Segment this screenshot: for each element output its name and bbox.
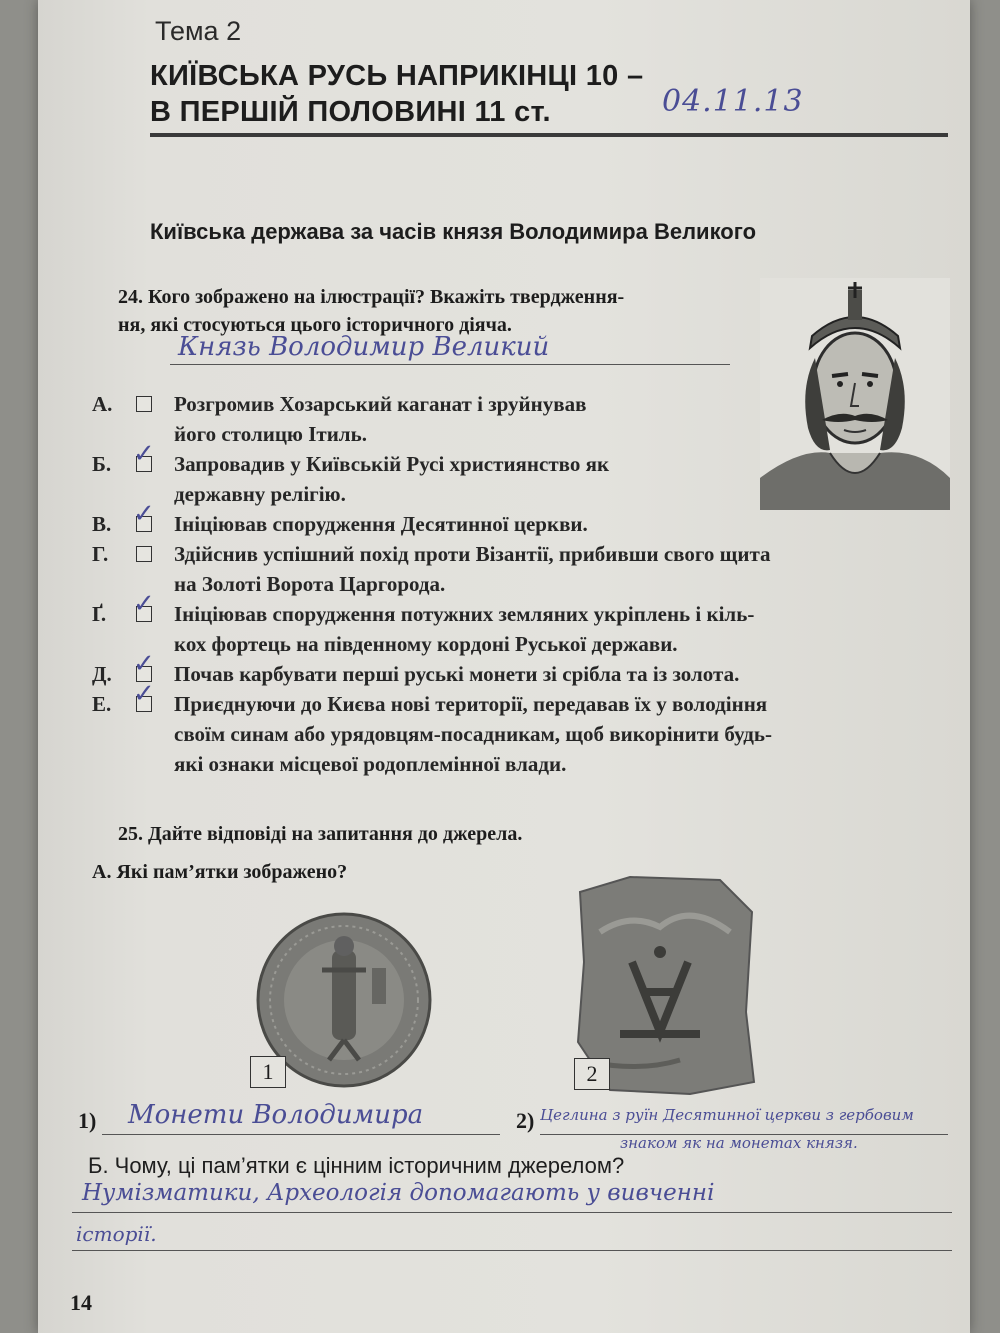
option-letter: Г.: [92, 542, 109, 566]
handwritten-date: 04.11.13: [662, 84, 804, 119]
option-letter: Ґ.: [92, 602, 107, 626]
chapter-title-line2: В ПЕРШІЙ ПОЛОВИНІ 11 ст.: [150, 96, 551, 128]
question-24-prompt: [118, 283, 758, 339]
section-title: Київська держава за часів князя Володимира Великого: [150, 219, 757, 244]
answer-b-line2: [72, 1250, 952, 1251]
check-mark-icon: ✓: [133, 439, 155, 469]
answer-1-number: 1): [78, 1108, 97, 1133]
answer-b-handwritten-line1: Нумізматики, Археологія допомагають у вивченні: [82, 1180, 715, 1206]
q25-part-a: А. Які пам’ятки зображено?: [92, 861, 348, 883]
chapter-title-line1: КИЇВСЬКА РУСЬ НАПРИКІНЦІ 10 –: [150, 60, 644, 92]
option-text-line2: державну релігію.: [174, 482, 346, 506]
title-rule: [150, 133, 948, 137]
q25-part-b: Б. Чому, ці пам’ятки є цінним історичним джерелом?: [88, 1153, 625, 1178]
answer-1-handwritten: Монети Володимира: [128, 1100, 424, 1130]
option-checkbox[interactable]: [136, 546, 152, 562]
topic-label: Тема 2: [155, 16, 242, 46]
option-text-line1: Ініціював спорудження Десятинної церкви.: [174, 512, 588, 536]
answer-2-handwritten-line2: знаком як на монетах князя.: [620, 1134, 858, 1152]
figure-1-label: 1: [250, 1056, 286, 1088]
option-text: [174, 539, 974, 599]
option-text-line1: Ініціював спорудження потужних земляних укріплень і кіль-: [174, 602, 755, 626]
chapter-title: [150, 58, 643, 130]
option-text: [174, 449, 974, 509]
option-text-line1: Приєднуючи до Києва нові території, передавав їх у володіння: [174, 692, 768, 716]
figure-2-label: 2: [574, 1058, 610, 1090]
option-text-line1: Здійснив успішний похід проти Візантії, прибивши свого щита: [174, 542, 771, 566]
option-letter: Д.: [92, 662, 112, 686]
check-mark-icon: ✓: [133, 649, 155, 679]
option-text-line3: які ознаки місцевої родоплемінної влади.: [174, 752, 567, 776]
check-mark-icon: ✓: [133, 499, 155, 529]
q24-handwritten-answer: Князь Володимир Великий: [178, 332, 550, 362]
q24-prompt-line1: 24. Кого зображено на ілюстрації? Вкажіть твердження-: [118, 286, 625, 308]
option-text: [174, 509, 974, 539]
check-mark-icon: ✓: [133, 589, 155, 619]
option-text: [174, 389, 974, 449]
check-mark-icon: ✓: [133, 679, 155, 709]
option-text-line1: Запровадив у Київській Русі християнство як: [174, 452, 610, 476]
option-text-line2: його столицю Ітиль.: [174, 422, 367, 446]
answer-b-line1: [72, 1212, 952, 1213]
option-text-line2: кох фортець на південному кордоні Руської держави.: [174, 632, 678, 656]
answer-b-handwritten-line2: історії.: [76, 1222, 157, 1246]
option-letter: В.: [92, 512, 112, 536]
option-text-line1: Розгромив Хозарський каганат і зруйнував: [174, 392, 587, 416]
option-text: [174, 599, 974, 659]
option-letter: Б.: [92, 452, 112, 476]
option-letter: А.: [92, 392, 113, 416]
answer-1-line: [102, 1134, 500, 1135]
option-text-line2: своїм синам або урядовцям-посадникам, щоб викорінити будь-: [174, 722, 772, 746]
option-letter: Е.: [92, 692, 112, 716]
q24-answer-line: [170, 364, 730, 365]
q24-prompt-line2: ня, які стосуються цього історичного діяча.: [118, 314, 512, 336]
answer-2-number: 2): [516, 1108, 535, 1133]
option-checkbox[interactable]: [136, 396, 152, 412]
option-text: [174, 689, 974, 779]
answer-2-handwritten-line1: Цеглина з руїн Десятинної церкви з гербовим: [540, 1106, 914, 1124]
page-number: 14: [70, 1290, 92, 1315]
question-25-prompt: 25. Дайте відповіді на запитання до джерела.: [118, 823, 523, 845]
option-text: [174, 659, 974, 689]
option-text-line1: Почав карбувати перші руські монети зі срібла та із золота.: [174, 662, 740, 686]
option-text-line2: на Золоті Ворота Царгорода.: [174, 572, 446, 596]
